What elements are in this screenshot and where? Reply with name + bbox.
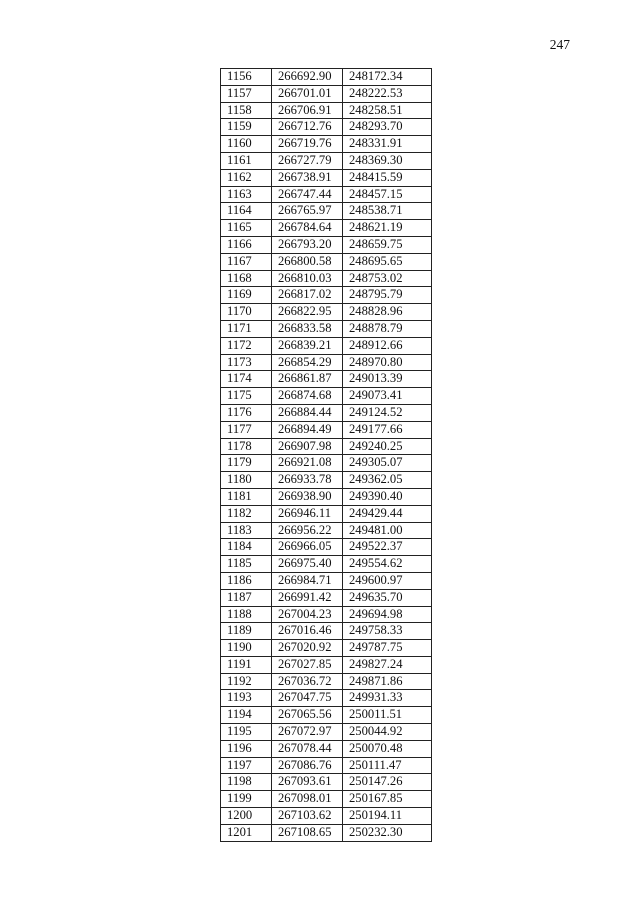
y-coordinate-cell: 248795.79 (343, 287, 432, 304)
point-number-cell: 1156 (221, 69, 272, 86)
table-row (221, 791, 432, 808)
point-number-cell: 1195 (221, 724, 272, 741)
point-number-cell: 1188 (221, 606, 272, 623)
y-coordinate-cell: 250194.11 (343, 808, 432, 825)
y-coordinate-cell: 248538.71 (343, 203, 432, 220)
x-coordinate-cell: 266921.08 (272, 455, 343, 472)
point-number-cell: 1193 (221, 690, 272, 707)
point-number-cell: 1197 (221, 757, 272, 774)
y-coordinate-cell: 248258.51 (343, 102, 432, 119)
y-coordinate-cell: 249871.86 (343, 673, 432, 690)
table-row (221, 119, 432, 136)
point-number-cell: 1182 (221, 505, 272, 522)
table-row (221, 152, 432, 169)
x-coordinate-cell: 267020.92 (272, 640, 343, 657)
table-row (221, 85, 432, 102)
y-coordinate-cell: 249694.98 (343, 606, 432, 623)
x-coordinate-cell: 266984.71 (272, 572, 343, 589)
table-row (221, 304, 432, 321)
table-row (221, 656, 432, 673)
point-number-cell: 1161 (221, 152, 272, 169)
point-number-cell: 1186 (221, 572, 272, 589)
x-coordinate-cell: 266833.58 (272, 320, 343, 337)
x-coordinate-cell: 267027.85 (272, 656, 343, 673)
table-row (221, 539, 432, 556)
x-coordinate-cell: 267036.72 (272, 673, 343, 690)
y-coordinate-cell: 248878.79 (343, 320, 432, 337)
x-coordinate-cell: 267108.65 (272, 824, 343, 841)
y-coordinate-cell: 249240.25 (343, 438, 432, 455)
table-row (221, 455, 432, 472)
y-coordinate-cell: 250167.85 (343, 791, 432, 808)
table-row (221, 220, 432, 237)
x-coordinate-cell: 266894.49 (272, 421, 343, 438)
table-row (221, 404, 432, 421)
x-coordinate-cell: 266956.22 (272, 522, 343, 539)
y-coordinate-cell: 248293.70 (343, 119, 432, 136)
table-row (221, 371, 432, 388)
point-number-cell: 1200 (221, 808, 272, 825)
y-coordinate-cell: 249124.52 (343, 404, 432, 421)
table-row (221, 690, 432, 707)
table-row (221, 606, 432, 623)
table-row (221, 136, 432, 153)
point-number-cell: 1196 (221, 740, 272, 757)
y-coordinate-cell: 248331.91 (343, 136, 432, 153)
point-number-cell: 1201 (221, 824, 272, 841)
table-row (221, 623, 432, 640)
y-coordinate-cell: 248659.75 (343, 236, 432, 253)
x-coordinate-cell: 266747.44 (272, 186, 343, 203)
point-number-cell: 1171 (221, 320, 272, 337)
x-coordinate-cell: 266793.20 (272, 236, 343, 253)
coordinates-table-body (221, 69, 432, 842)
y-coordinate-cell: 248457.15 (343, 186, 432, 203)
x-coordinate-cell: 266991.42 (272, 589, 343, 606)
point-number-cell: 1165 (221, 220, 272, 237)
y-coordinate-cell: 248621.19 (343, 220, 432, 237)
table-row (221, 388, 432, 405)
y-coordinate-cell: 249390.40 (343, 488, 432, 505)
point-number-cell: 1191 (221, 656, 272, 673)
table-row (221, 287, 432, 304)
point-number-cell: 1162 (221, 169, 272, 186)
y-coordinate-cell: 248172.34 (343, 69, 432, 86)
x-coordinate-cell: 266719.76 (272, 136, 343, 153)
x-coordinate-cell: 266692.90 (272, 69, 343, 86)
x-coordinate-cell: 266765.97 (272, 203, 343, 220)
table-row (221, 472, 432, 489)
point-number-cell: 1183 (221, 522, 272, 539)
point-number-cell: 1179 (221, 455, 272, 472)
point-number-cell: 1189 (221, 623, 272, 640)
point-number-cell: 1178 (221, 438, 272, 455)
x-coordinate-cell: 266712.76 (272, 119, 343, 136)
y-coordinate-cell: 249481.00 (343, 522, 432, 539)
y-coordinate-cell: 249305.07 (343, 455, 432, 472)
y-coordinate-cell: 250044.92 (343, 724, 432, 741)
point-number-cell: 1157 (221, 85, 272, 102)
table-row (221, 270, 432, 287)
y-coordinate-cell: 249635.70 (343, 589, 432, 606)
x-coordinate-cell: 266810.03 (272, 270, 343, 287)
point-number-cell: 1163 (221, 186, 272, 203)
x-coordinate-cell: 266861.87 (272, 371, 343, 388)
x-coordinate-cell: 267086.76 (272, 757, 343, 774)
x-coordinate-cell: 266884.44 (272, 404, 343, 421)
x-coordinate-cell: 266706.91 (272, 102, 343, 119)
point-number-cell: 1185 (221, 556, 272, 573)
table-row (221, 522, 432, 539)
x-coordinate-cell: 267065.56 (272, 707, 343, 724)
table-row (221, 589, 432, 606)
point-number-cell: 1167 (221, 253, 272, 270)
x-coordinate-cell: 266938.90 (272, 488, 343, 505)
table-row (221, 724, 432, 741)
x-coordinate-cell: 266854.29 (272, 354, 343, 371)
y-coordinate-cell: 250111.47 (343, 757, 432, 774)
x-coordinate-cell: 267078.44 (272, 740, 343, 757)
table-row (221, 438, 432, 455)
x-coordinate-cell: 267098.01 (272, 791, 343, 808)
point-number-cell: 1159 (221, 119, 272, 136)
y-coordinate-cell: 249827.24 (343, 656, 432, 673)
table-row (221, 253, 432, 270)
point-number-cell: 1198 (221, 774, 272, 791)
point-number-cell: 1164 (221, 203, 272, 220)
table-row (221, 320, 432, 337)
x-coordinate-cell: 267016.46 (272, 623, 343, 640)
y-coordinate-cell: 249362.05 (343, 472, 432, 489)
y-coordinate-cell: 249600.97 (343, 572, 432, 589)
y-coordinate-cell: 248970.80 (343, 354, 432, 371)
x-coordinate-cell: 266738.91 (272, 169, 343, 186)
table-row (221, 556, 432, 573)
table-row (221, 354, 432, 371)
y-coordinate-cell: 249787.75 (343, 640, 432, 657)
x-coordinate-cell: 266822.95 (272, 304, 343, 321)
y-coordinate-cell: 249177.66 (343, 421, 432, 438)
table-row (221, 808, 432, 825)
table-row (221, 572, 432, 589)
y-coordinate-cell: 249429.44 (343, 505, 432, 522)
x-coordinate-cell: 267072.97 (272, 724, 343, 741)
x-coordinate-cell: 266817.02 (272, 287, 343, 304)
x-coordinate-cell: 267093.61 (272, 774, 343, 791)
y-coordinate-cell: 248369.30 (343, 152, 432, 169)
point-number-cell: 1158 (221, 102, 272, 119)
point-number-cell: 1181 (221, 488, 272, 505)
x-coordinate-cell: 266727.79 (272, 152, 343, 169)
table-row (221, 505, 432, 522)
x-coordinate-cell: 266966.05 (272, 539, 343, 556)
point-number-cell: 1175 (221, 388, 272, 405)
point-number-cell: 1187 (221, 589, 272, 606)
y-coordinate-cell: 248415.59 (343, 169, 432, 186)
point-number-cell: 1184 (221, 539, 272, 556)
table-row (221, 69, 432, 86)
y-coordinate-cell: 249554.62 (343, 556, 432, 573)
y-coordinate-cell: 249013.39 (343, 371, 432, 388)
point-number-cell: 1174 (221, 371, 272, 388)
point-number-cell: 1173 (221, 354, 272, 371)
table-row (221, 488, 432, 505)
y-coordinate-cell: 249522.37 (343, 539, 432, 556)
table-row (221, 757, 432, 774)
page-number: 247 (549, 37, 570, 52)
y-coordinate-cell: 249931.33 (343, 690, 432, 707)
x-coordinate-cell: 266975.40 (272, 556, 343, 573)
point-number-cell: 1166 (221, 236, 272, 253)
x-coordinate-cell: 266946.11 (272, 505, 343, 522)
coordinates-table (220, 68, 432, 842)
table-row (221, 740, 432, 757)
x-coordinate-cell: 266701.01 (272, 85, 343, 102)
table-row (221, 421, 432, 438)
point-number-cell: 1160 (221, 136, 272, 153)
point-number-cell: 1192 (221, 673, 272, 690)
x-coordinate-cell: 267047.75 (272, 690, 343, 707)
point-number-cell: 1176 (221, 404, 272, 421)
y-coordinate-cell: 250147.26 (343, 774, 432, 791)
point-number-cell: 1169 (221, 287, 272, 304)
point-number-cell: 1172 (221, 337, 272, 354)
table-row (221, 203, 432, 220)
x-coordinate-cell: 266907.98 (272, 438, 343, 455)
table-row (221, 236, 432, 253)
point-number-cell: 1190 (221, 640, 272, 657)
y-coordinate-cell: 248912.66 (343, 337, 432, 354)
x-coordinate-cell: 266839.21 (272, 337, 343, 354)
point-number-cell: 1168 (221, 270, 272, 287)
table-row (221, 337, 432, 354)
x-coordinate-cell: 267004.23 (272, 606, 343, 623)
y-coordinate-cell: 248828.96 (343, 304, 432, 321)
x-coordinate-cell: 266933.78 (272, 472, 343, 489)
y-coordinate-cell: 248222.53 (343, 85, 432, 102)
y-coordinate-cell: 250011.51 (343, 707, 432, 724)
x-coordinate-cell: 266874.68 (272, 388, 343, 405)
table-row (221, 707, 432, 724)
table-row (221, 673, 432, 690)
table-row (221, 824, 432, 841)
table-row (221, 640, 432, 657)
point-number-cell: 1194 (221, 707, 272, 724)
table-row (221, 169, 432, 186)
y-coordinate-cell: 248753.02 (343, 270, 432, 287)
y-coordinate-cell: 250232.30 (343, 824, 432, 841)
x-coordinate-cell: 266784.64 (272, 220, 343, 237)
point-number-cell: 1170 (221, 304, 272, 321)
point-number-cell: 1177 (221, 421, 272, 438)
x-coordinate-cell: 266800.58 (272, 253, 343, 270)
table-row (221, 774, 432, 791)
y-coordinate-cell: 249073.41 (343, 388, 432, 405)
point-number-cell: 1180 (221, 472, 272, 489)
x-coordinate-cell: 267103.62 (272, 808, 343, 825)
point-number-cell: 1199 (221, 791, 272, 808)
y-coordinate-cell: 250070.48 (343, 740, 432, 757)
y-coordinate-cell: 249758.33 (343, 623, 432, 640)
table-row (221, 102, 432, 119)
y-coordinate-cell: 248695.65 (343, 253, 432, 270)
table-row (221, 186, 432, 203)
